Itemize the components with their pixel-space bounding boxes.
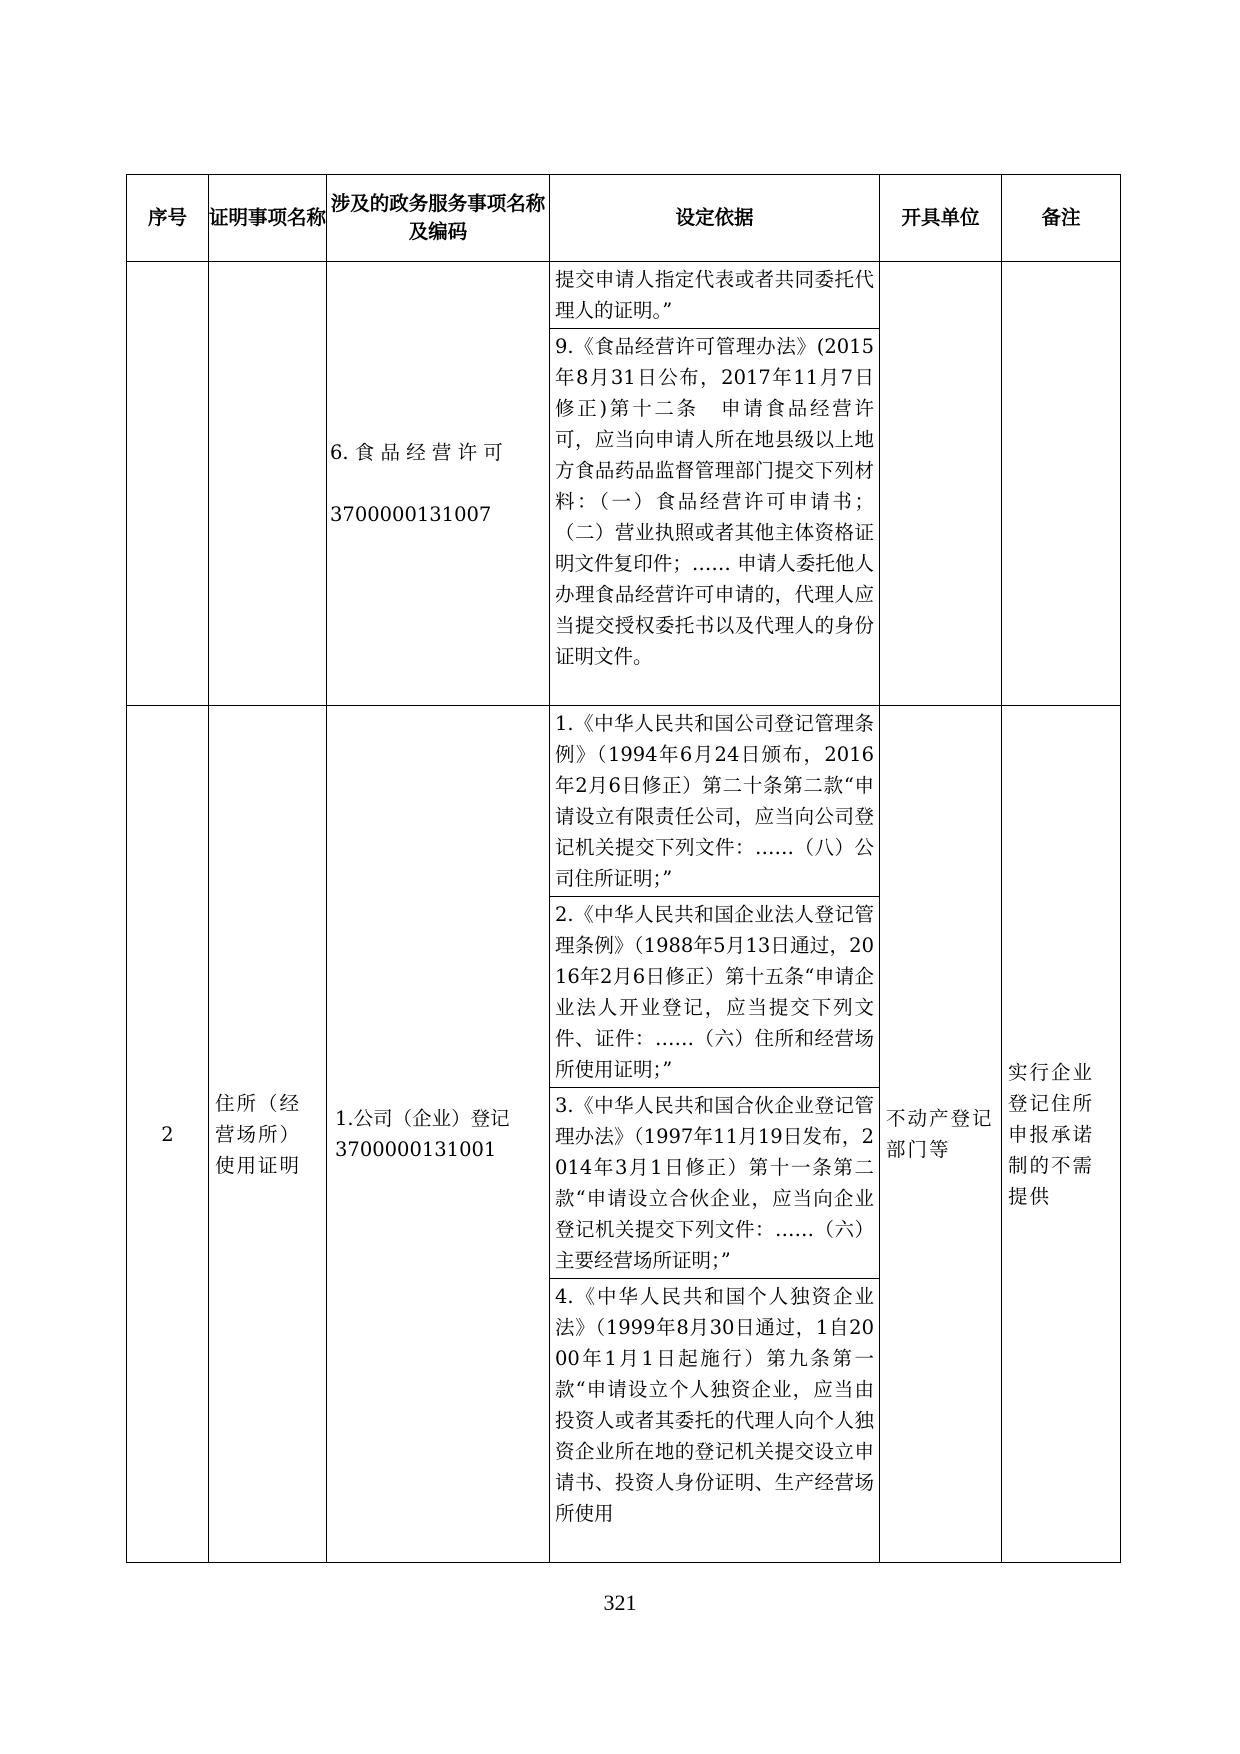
table-row (127, 706, 1121, 1563)
basis-clause: 3.《中华人民共和国合伙企业登记管理办法》（1997年11月19日发布，2014年3月1日修正）第十一条第二款“申请设立合伙企业，应当向企业登记机关提交下列文件：……（六）主要经营场所证明；” (550, 1088, 879, 1279)
basis-clause: 9.《食品经营许可管理办法》(2015年8月31日公布，2017年11月7日修正)第十二条 申请食品经营许可，应当向申请人所在地县级以上地方食品药品监督管理部门提交下列材料：（一）食品经营许可申请书；（二）营业执照或者其他主体资格证明文件复印件；…… 申请人委托他人办理食品经营许可申请的，代理人应当提交授权委托书以及代理人的身份证明文件。 (555, 335, 874, 668)
header-item-name: 证明事项名称 (209, 175, 327, 262)
cell-seq-empty (127, 262, 209, 706)
service-text: 1.公司（企业）登记 3700000131001 (335, 1107, 510, 1161)
header-service: 涉及的政务服务事项名称及编码 (327, 175, 550, 262)
cell-service (327, 706, 550, 1563)
service-text: 6. 食 品 经 营 许 可 3700000131007 (330, 441, 503, 526)
note-text: 实行企业登记住所申报承诺制的不需提供 (1008, 1060, 1095, 1208)
basis-clause: 提交申请人指定代表或者共同委托代理人的证明。” (550, 262, 879, 329)
cell-basis (550, 706, 880, 1563)
basis-clause: 1.《中华人民共和国公司登记管理条例》（1994年6月24日颁布，2016年2月6日修正）第二十条第二款“申请设立有限责任公司，应当向公司登记机关提交下列文件：……（八）公司住所证明；” (550, 706, 879, 897)
header-basis: 设定依据 (550, 175, 880, 262)
cell-service (327, 262, 550, 706)
cell-seq: 2 (127, 706, 209, 1563)
item-name-text: 住所（经营场所）使用证明 (215, 1091, 302, 1177)
cell-basis (550, 262, 880, 706)
issuer-text: 不动产登记部门等 (886, 1107, 994, 1161)
header-seq: 序号 (127, 175, 209, 262)
cell-name (209, 706, 327, 1563)
header-note: 备注 (1002, 175, 1121, 262)
cell-note (1002, 706, 1121, 1563)
basis-clause: 2.《中华人民共和国企业法人登记管理条例》（1988年5月13日通过，2016年2月6日修正）第十五条“申请企业法人开业登记，应当提交下列文件、证件：……（六）住所和经营场所使用证明；” (550, 897, 879, 1088)
table-header-row (127, 175, 1121, 262)
cell-note-empty (1002, 262, 1121, 706)
cell-issuer (880, 706, 1002, 1563)
header-issuer: 开具单位 (880, 175, 1002, 262)
certification-items-table (126, 174, 1121, 1563)
cell-issuer-empty (880, 262, 1002, 706)
table-row (127, 262, 1121, 706)
cell-name-empty (209, 262, 327, 706)
basis-clause: 4.《中华人民共和国个人独资企业法》（1999年8月30日通过，1自2000年1月1日起施行）第九条第一款“申请设立个人独资企业，应当由投资人或者其委托的代理人向个人独资企业所在地的登记机关提交设立申请书、投资人身份证明、生产经营场所使用 (555, 1285, 874, 1525)
page-number: 321 (603, 1590, 637, 1615)
